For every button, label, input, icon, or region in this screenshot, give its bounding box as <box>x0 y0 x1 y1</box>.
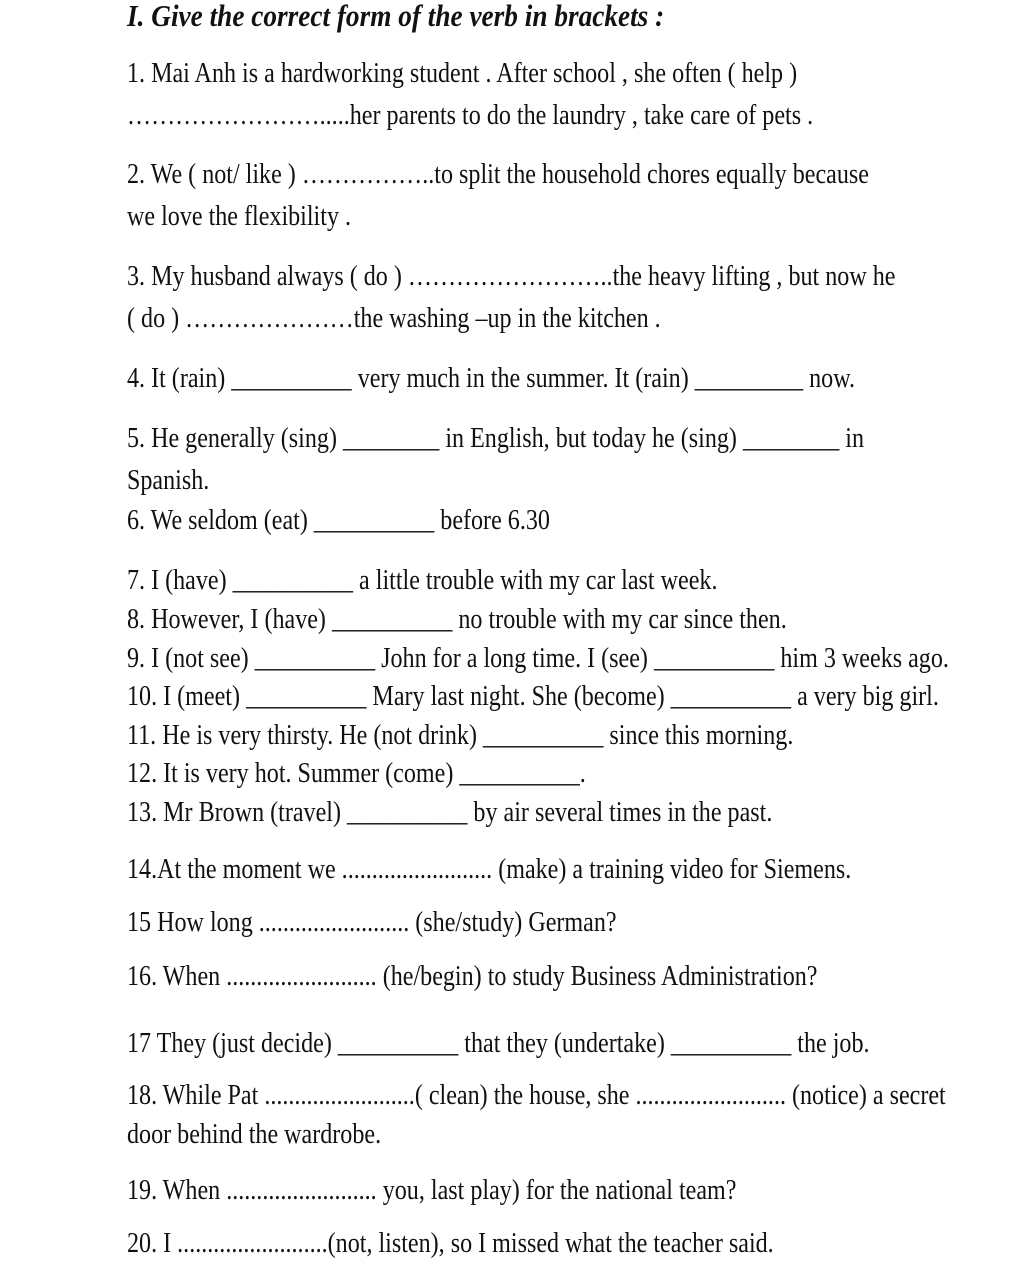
q18-line1: 18. While Pat .........................( clean) the house, she ......................... (notice) a secret <box>127 1080 946 1111</box>
q15-line: 15 How long ......................... (she/study) German? <box>127 907 617 938</box>
q16-line: 16. When ......................... (he/begin) to study Business Administration? <box>127 961 818 992</box>
q14-line: 14.At the moment we ......................... (make) a training video for Siemens. <box>127 854 852 885</box>
exercise-title: I. Give the correct form of the verb in brackets : <box>127 0 665 33</box>
q3-line1: 3. My husband always ( do ) ……………………..the heavy lifting , but now he <box>127 261 896 292</box>
q5-line1: 5. He generally (sing) ________ in English, but today he (sing) ________ in <box>127 423 865 454</box>
q20-line: 20. I .........................(not, listen), so I missed what the teacher said. <box>127 1228 774 1259</box>
q19-line: 19. When ......................... you, last play) for the national team? <box>127 1175 737 1206</box>
q11-line: 11. He is very thirsty. He (not drink) __________ since this morning. <box>127 720 794 751</box>
q10-line: 10. I (meet) __________ Mary last night. She (become) __________ a very big girl. <box>127 681 939 712</box>
q18-line2: door behind the wardrobe. <box>127 1119 382 1150</box>
q1-line1: 1. Mai Anh is a hardworking student . After school , she often ( help ) <box>127 58 798 89</box>
q7-line: 7. I (have) __________ a little trouble with my car last week. <box>127 565 718 596</box>
q9-line: 9. I (not see) __________ John for a long time. I (see) __________ him 3 weeks ago. <box>127 643 949 674</box>
q2-line1: 2. We ( not/ like ) ……………..to split the household chores equally because <box>127 159 869 190</box>
q4-line: 4. It (rain) __________ very much in the summer. It (rain) _________ now. <box>127 363 856 394</box>
q3-line2: ( do ) …………………the washing –up in the kitchen . <box>127 303 661 334</box>
q17-line: 17 They (just decide) __________ that they (undertake) __________ the job. <box>127 1028 870 1059</box>
q2-line2: we love the flexibility . <box>127 201 352 232</box>
q1-line2: …………………….....her parents to do the laundry , take care of pets . <box>127 100 814 131</box>
q5-line2: Spanish. <box>127 465 210 496</box>
q6-line: 6. We seldom (eat) __________ before 6.30 <box>127 505 550 536</box>
q13-line: 13. Mr Brown (travel) __________ by air several times in the past. <box>127 797 773 828</box>
q8-line: 8. However, I (have) __________ no trouble with my car since then. <box>127 604 787 635</box>
q12-line: 12. It is very hot. Summer (come) __________. <box>127 758 586 789</box>
